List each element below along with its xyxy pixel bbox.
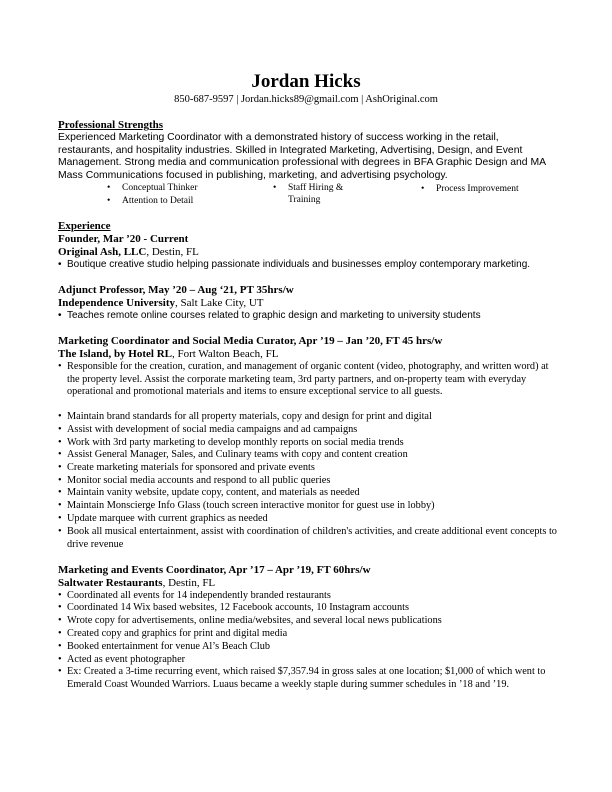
employer-name: Original Ash, LLC [58, 246, 147, 258]
list-item: • Monitor social media accounts and respond to all public queries [58, 475, 331, 486]
job-title: Marketing Coordinator and Social Media Curator, Apr ’19 – Jan ’20, FT 45 hrs/w [58, 335, 443, 347]
list-item: • Ex: Created a 3-time recurring event, which raised $7,357.94 in gross sales at one location; $1,000 of which went to Emerald Coast Wounded Warriors. Luaus became a weekly staple during summer schedules in ’18 and ’19. [58, 666, 546, 690]
contact-line: 850-687-9597 | Jordan.hicks89@gmail.com | AshOriginal.com [174, 94, 438, 105]
section-title-strengths: Professional Strengths [58, 119, 164, 131]
employer-name: The Island, by Hotel RL [58, 348, 172, 360]
list-item: • Coordinated all events for 14 independently branded restaurants [58, 590, 331, 601]
section-title-experience: Experience [58, 220, 111, 232]
candidate-name: Jordan Hicks [251, 71, 361, 92]
strengths-summary: Experienced Marketing Coordinator with a demonstrated history of success working in the retail, restaurants, and hospitality industries. Skilled in Integrated Marketing, Advertising, Design, and Event Management. Strong media and communication professional with degrees in BFA Graphic Design and MA Mass Communications focused in publishing, marketing, and advertising psychology. [58, 132, 546, 181]
skill-item: • Attention to Detail [107, 196, 194, 206]
list-item: • Book all musical entertainment, assist with coordination of children's activities, and create additional event concepts to drive revenue [58, 526, 557, 550]
list-item: • Coordinated 14 Wix based websites, 12 Facebook accounts, 10 Instagram accounts [58, 602, 409, 613]
employer-line [58, 348, 278, 361]
list-item: • Assist General Manager, Sales, and Culinary teams with copy and content creation [58, 449, 408, 460]
list-item: • Booked entertainment for venue Al’s Beach Club [58, 641, 271, 652]
employer-location: , Fort Walton Beach, FL [172, 348, 279, 360]
job-title: Marketing and Events Coordinator, Apr ’17 – Apr ’19, FT 60hrs/w [58, 564, 371, 576]
list-item: • Assist with development of social media campaigns and ad campaigns [58, 424, 358, 435]
employer-location: , Destin, FL [162, 577, 216, 589]
list-item: • Create marketing materials for sponsored and private events [58, 462, 315, 473]
employer-line [58, 297, 264, 310]
skill-item: • Conceptual Thinker [107, 183, 198, 193]
list-item: • Responsible for the creation, curation, and management of organic content (video, photography, and written word) at the property level. Assist the corporate marketing team, 3rd party partners, and on-property team with everyday operational and promotional materials and items to ensure exceptional service to all guests. [58, 361, 549, 398]
list-item: • Boutique creative studio helping passionate individuals and businesses employ contemporary marketing. [58, 259, 531, 270]
employer-line [58, 577, 215, 590]
list-item: • Maintain Monscierge Info Glass (touch screen interactive monitor for guest use in lobby) [58, 500, 435, 511]
list-item: • Acted as event photographer [58, 654, 186, 665]
employer-location: , Salt Lake City, UT [175, 297, 264, 309]
employer-location: , Destin, FL [146, 246, 199, 258]
list-item: • Wrote copy for advertisements, online media/websites, and several local news publications [58, 615, 442, 626]
skill-item: • Process Improvement [421, 184, 519, 194]
employer-name: Independence University [58, 297, 176, 309]
job-title: Founder, Mar ’20 - Current [58, 233, 189, 245]
list-item: • Maintain brand standards for all property materials, copy and design for print and digital [58, 411, 432, 422]
list-item: • Teaches remote online courses related to graphic design and marketing to university students [58, 310, 481, 321]
employer-name: Saltwater Restaurants [58, 577, 163, 589]
job-title: Adjunct Professor, May ’20 – Aug ‘21, PT 35hrs/w [58, 284, 294, 296]
list-item: • Created copy and graphics for print and digital media [58, 628, 288, 639]
list-item: • Work with 3rd party marketing to develop monthly reports on social media trends [58, 437, 404, 448]
list-item: • Update marquee with current graphics as needed [58, 513, 268, 524]
list-item: • Maintain vanity website, update copy, content, and materials as needed [58, 487, 360, 498]
skill-item: • Staff Hiring & Training [273, 183, 344, 205]
employer-line [58, 246, 199, 259]
